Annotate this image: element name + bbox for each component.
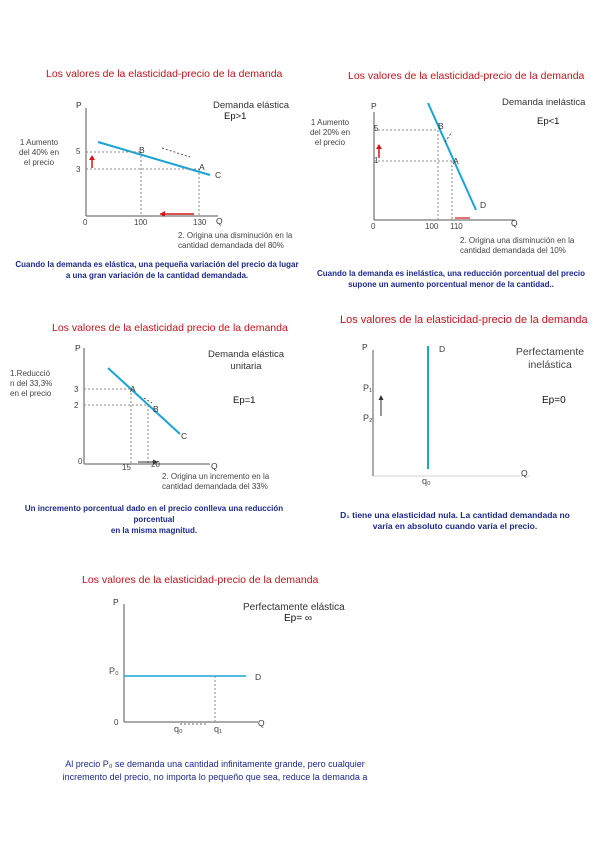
quantity-tick-2: 110 [450,222,463,231]
point-c: C [181,431,188,441]
quantity-tick-1: 15 [122,463,131,472]
quantity-tick-2: 20 [151,460,160,469]
elasticity-value: Ep= ∞ [284,613,312,624]
price-high-tick: 5 [374,124,379,133]
note-left: 1 Aumento del 40% en el precio [18,138,60,167]
price-p2-tick: P₂ [363,413,373,423]
price-p1-tick: P₁ [363,383,373,393]
point-b: B [438,121,444,131]
curve-name: Demanda elástica unitaria [207,349,285,372]
elasticity-value: Ep<1 [537,116,560,127]
note-bottom: 2. Origina un incremento en la cantidad demandada del 33% [162,472,270,491]
elasticity-value: Ep=1 [233,395,256,406]
panel-perfectly-inelastic [300,300,600,550]
point-a: A [199,162,205,172]
axis-q-label: Q [258,718,265,728]
curve-name: Perfectamente elástica [243,602,345,613]
quantity-q0-tick: q₀ [174,724,183,734]
caption: D₁ tiene una elasticidad nula. La cantidad demandada no varía en absoluto cuando varía el precio. [340,510,570,531]
curve-name: Perfectamente inelástica [515,346,585,371]
note-bottom: 2. Origina una disminución en la cantidad demandada del 10% [460,236,575,255]
price-low-tick: 2 [74,401,79,410]
point-d: D [255,672,262,682]
price-low-tick: 1 [374,156,379,165]
panel-perfectly-elastic [0,560,400,820]
panel-title: Los valores de la elasticidad precio de la demanda [52,322,288,334]
price-high-tick: 5 [76,147,81,156]
panel-title: Los valores de la elasticidad-precio de la demanda [82,574,319,586]
quantity-tick-2: 130 [193,218,207,227]
note-left: 1.Reducció n del 33,3% en el precio [10,369,53,398]
panel-unitary [0,300,300,550]
price-p0-tick: P₀ [109,666,119,676]
point-c: C [215,170,222,180]
caption: Al precio P₀ se demanda una cantidad infinitamente grande, pero cualquier incremento del precio, no importa lo pequeño que sea, reduce la demanda a [62,759,368,782]
quantity-q1-tick: q₁ [214,724,223,734]
origin-label: 0 [83,218,88,227]
panel-title: Los valores de la elasticidad-precio de la demanda [46,68,283,80]
caption: Cuando la demanda es inelástica, una reducción porcentual del precio supone un aumento porcentual menor de la cantidad.. [316,269,586,289]
quantity-q0-tick: q₀ [422,476,431,486]
panel-title: Los valores de la elasticidad-precio de la demanda [340,314,588,326]
axis-q-label: Q [521,468,528,478]
origin-label: 0 [78,457,83,466]
elasticity-value: Ep=0 [542,395,566,406]
demand-curve [98,142,210,175]
point-d: D [480,200,487,210]
axis-q-label: Q [211,461,218,471]
panel-elastic [0,0,300,290]
note-bottom: 2. Origina una disminución en la cantidad demandada del 80% [178,231,293,250]
panel-inelastic [300,0,600,290]
caption: Un incremento porcentual dado en el precio conlleva una reducción porcentual en la misma magnitud. [24,504,284,535]
curve-name: Demanda elástica [213,100,290,111]
point-d: D [439,344,446,354]
price-low-tick: 3 [76,165,81,174]
point-b: B [153,404,159,414]
origin-label: 0 [114,718,119,727]
axis-p-label: P [113,597,119,607]
point-b: B [139,145,145,155]
quantity-tick-1: 100 [134,218,148,227]
price-high-tick: 3 [74,385,79,394]
quantity-tick-1: 100 [425,222,439,231]
point-a: A [130,384,136,394]
origin-label: 0 [371,222,376,231]
axis-p-label: P [371,101,377,111]
axis-p-label: P [75,343,81,353]
axis-q-label: Q [216,216,223,226]
demand-curve [108,368,180,434]
axis-p-label: P [362,342,368,352]
elasticity-value: Ep>1 [224,111,247,122]
note-left: 1 Aumento del 20% en el precio [309,118,351,147]
axis-p-label: P [76,100,82,110]
curve-name: Demanda inelástica [502,97,586,108]
panel-title: Los valores de la elasticidad-precio de la demanda [348,70,585,82]
caption: Cuando la demanda es elástica, una pequeña variación del precio da lugar a una gran variación de la cantidad demandada. [15,260,299,280]
axis-q-label: Q [511,218,518,228]
point-a: A [453,156,459,166]
